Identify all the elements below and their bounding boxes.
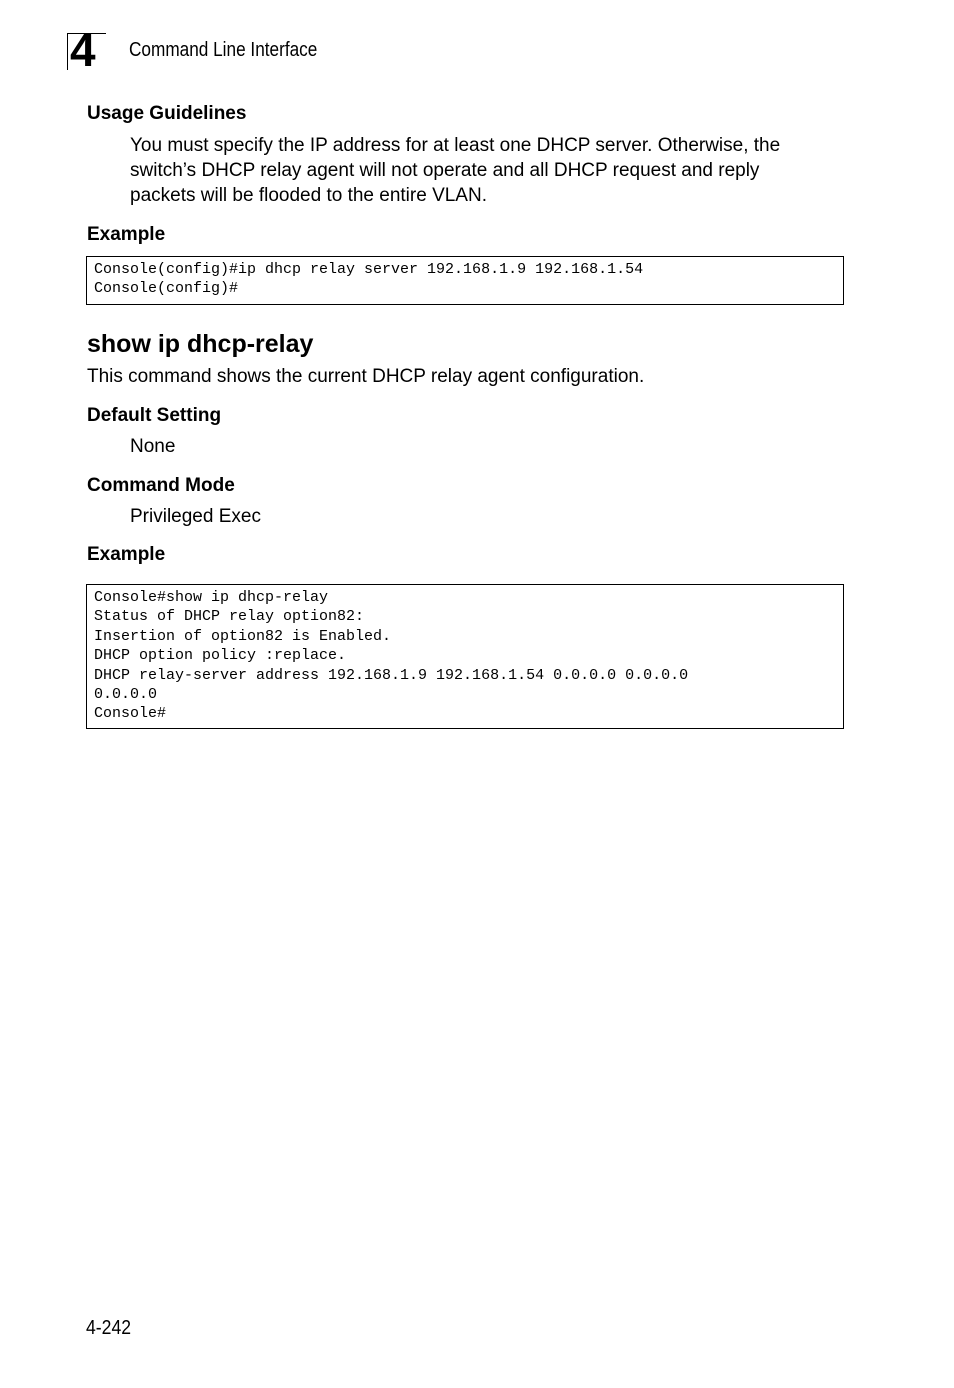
code-line: DHCP relay-server address 192.168.1.9 192.168.1.54 0.0.0.0 0.0.0.0: [94, 666, 689, 684]
example-heading-2: Example: [87, 544, 166, 565]
usage-line-1: You must specify the IP address for at least one DHCP server. Otherwise, the: [130, 135, 781, 156]
command-title: show ip dhcp-relay: [87, 330, 314, 358]
command-mode-heading: Command Mode: [87, 475, 235, 496]
code-line: Console(config)#ip dhcp relay server 192.168.1.9 192.168.1.54: [94, 261, 644, 278]
code-example-2: [86, 584, 844, 729]
command-description: This command shows the current DHCP relay agent configuration.: [87, 366, 645, 387]
code-line: Console#show ip dhcp-relay: [94, 589, 329, 606]
page-number: 4-242: [86, 1317, 132, 1339]
usage-line-2: switch’s DHCP relay agent will not operate and all DHCP request and reply: [130, 160, 760, 181]
code-line: DHCP option policy :replace.: [94, 647, 347, 665]
example-heading-1: Example: [87, 224, 166, 245]
code-line: 0.0.0.0: [94, 685, 158, 703]
command-mode-value: Privileged Exec: [130, 506, 261, 527]
code-line: Console#: [94, 705, 167, 723]
usage-guidelines-heading: Usage Guidelines: [87, 103, 247, 124]
code-line: Insertion of option82 is Enabled.: [94, 627, 392, 645]
chapter-number: 4: [70, 24, 95, 76]
default-setting-value: None: [130, 436, 176, 457]
code-example-1: [86, 256, 844, 305]
code-line: Status of DHCP relay option82:: [94, 608, 365, 626]
running-header-title: Command Line Interface: [129, 39, 318, 61]
default-setting-heading: Default Setting: [87, 405, 222, 426]
code-line: Console(config)#: [94, 280, 239, 298]
usage-line-3: packets will be flooded to the entire VLAN.: [130, 185, 487, 206]
